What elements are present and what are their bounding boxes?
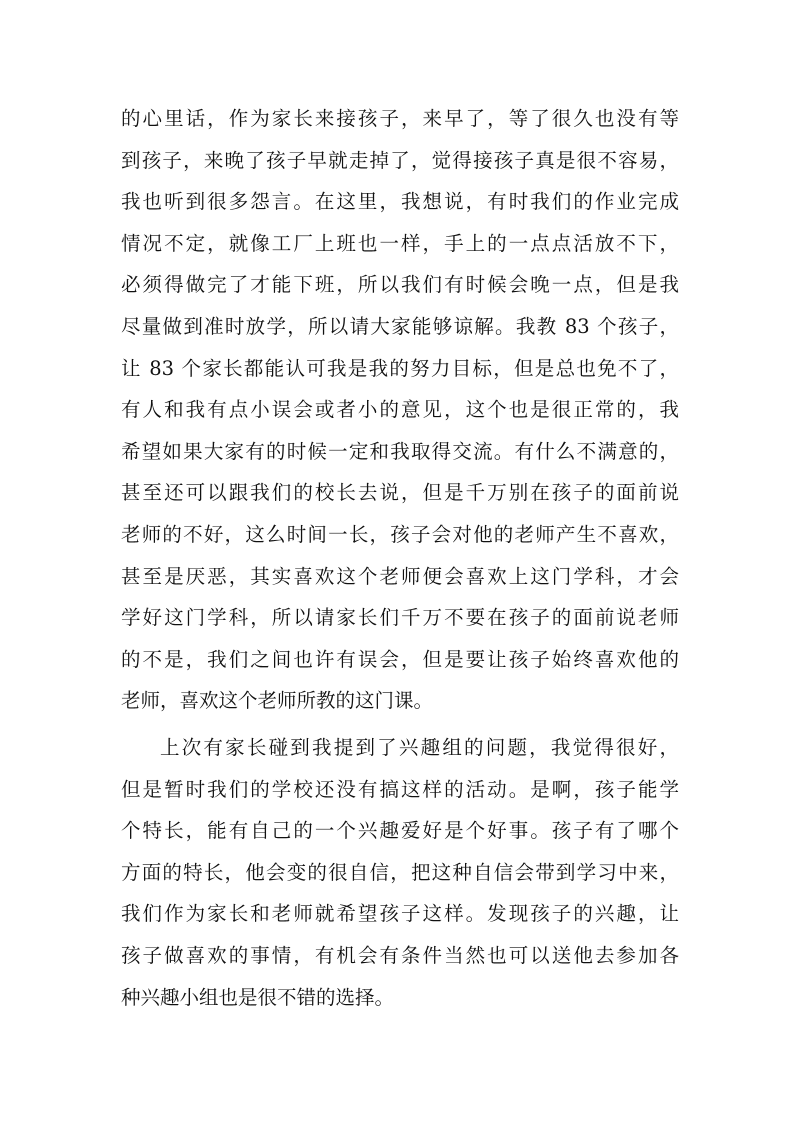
text-line: 上次有家长碰到我提到了兴趣组的问题，我觉得很好， [160, 736, 679, 759]
text-line: 我们作为家长和老师就希望孩子这样。发现孩子的兴趣，让 [121, 902, 679, 926]
text-line: 孩子做喜欢的事情，有机会有条件当然也可以送他去参加各 [121, 943, 679, 967]
text-line: 有人和我有点小误会或者小的意见，这个也是很正常的，我 [121, 398, 679, 422]
paragraph-2 [121, 727, 679, 1018]
text-line: 甚至还可以跟我们的校长去说，但是千万别在孩子的面前说 [121, 481, 679, 505]
text-line: 让 83 个家长都能认可我是我的努力目标，但是总也免不了， [121, 356, 679, 380]
text-line: 尽量做到准时放学，所以请大家能够谅解。我教 83 个孩子， [121, 314, 679, 338]
text-line: 老师的不好，这么时间一长，孩子会对他的老师产生不喜欢， [121, 522, 679, 546]
text-line: 老师，喜欢这个老师所教的这门课。 [121, 689, 434, 713]
text-line: 希望如果大家有的时候一定和我取得交流。有什么不满意的， [121, 439, 679, 463]
text-line: 甚至是厌恶，其实喜欢这个老师便会喜欢上这门学科，才会 [121, 564, 679, 588]
paragraph-1 [121, 98, 679, 722]
text-line: 的不是，我们之间也许有误会，但是要让孩子始终喜欢他的 [121, 647, 679, 671]
text-line: 但是暂时我们的学校还没有搞这样的活动。是啊，孩子能学 [121, 777, 679, 801]
text-line: 个特长，能有自己的一个兴趣爱好是个好事。孩子有了哪个 [121, 819, 679, 843]
text-line: 到孩子，来晚了孩子早就走掉了，觉得接孩子真是很不容易， [121, 148, 679, 172]
text-line: 种兴趣小组也是很不错的选择。 [121, 985, 395, 1009]
text-line: 情况不定，就像工厂上班也一样，手上的一点点活放不下， [121, 231, 679, 255]
text-line: 方面的特长，他会变的很自信，把这种自信会带到学习中来， [121, 860, 679, 884]
text-line: 我也听到很多怨言。在这里，我想说，有时我们的作业完成 [121, 190, 679, 214]
text-line: 的心里话，作为家长来接孩子，来早了，等了很久也没有等 [121, 107, 679, 130]
text-line: 学好这门学科，所以请家长们千万不要在孩子的面前说老师 [121, 606, 679, 630]
text-line: 必须得做完了才能下班，所以我们有时候会晚一点，但是我 [121, 273, 679, 297]
